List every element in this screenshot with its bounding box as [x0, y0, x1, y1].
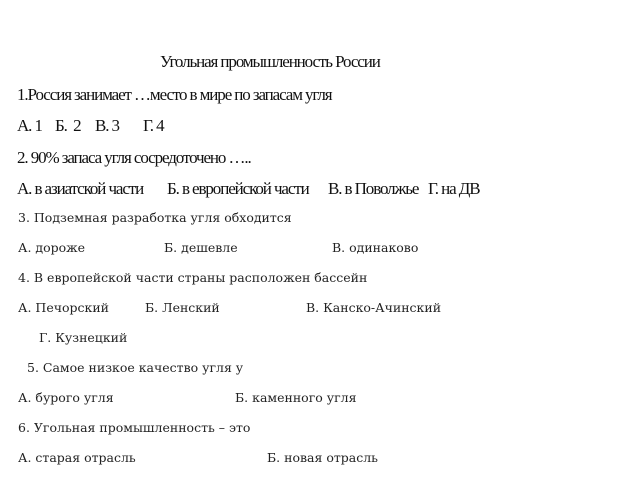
question-3-option-c: В. одинаково — [332, 240, 419, 255]
question-4-option-a: А. Печорский — [18, 300, 109, 315]
question-4-option-d: Г. Кузнецкий — [39, 330, 128, 345]
question-6-option-b: Б. новая отрасль — [267, 450, 378, 465]
question-2-option-a: А. в азиатской части — [17, 179, 144, 198]
question-1-option-b: Б. 2 — [55, 116, 81, 135]
question-6-text: 6. Угольная промышленность – это — [18, 420, 251, 435]
question-4-option-b: Б. Ленский — [145, 300, 220, 315]
question-4-option-c: В. Канско-Ачинский — [306, 300, 442, 315]
question-3-option-b: Б. дешевле — [164, 240, 238, 255]
question-5-option-a: А. бурого угля — [18, 390, 114, 405]
question-1-text: 1.Россия занимает …место в мире по запасам угля — [17, 85, 332, 104]
document-title: Угольная промышленность России — [160, 52, 380, 71]
question-6-option-a: А. старая отрасль — [18, 450, 136, 465]
question-5-text: 5. Самое низкое качество угля у — [27, 360, 244, 375]
question-3-text: 3. Подземная разработка угля обходится — [18, 210, 292, 225]
question-2-option-c: В. в Поволжье — [328, 179, 419, 198]
question-1-option-a: А. 1 — [17, 116, 42, 135]
question-5-option-b: Б. каменного угля — [235, 390, 357, 405]
question-3-option-a: А. дороже — [18, 240, 86, 255]
question-2-text: 2. 90% запаса угля сосредоточено ….. — [17, 148, 251, 167]
question-4-text: 4. В европейской части страны расположен бассейн — [18, 270, 368, 285]
question-1-option-d: Г. 4 — [143, 116, 164, 135]
question-2-option-b: Б. в европейской части — [167, 179, 309, 198]
question-1-option-c: В. 3 — [95, 116, 119, 135]
question-2-option-d: Г. на ДВ — [428, 179, 480, 198]
